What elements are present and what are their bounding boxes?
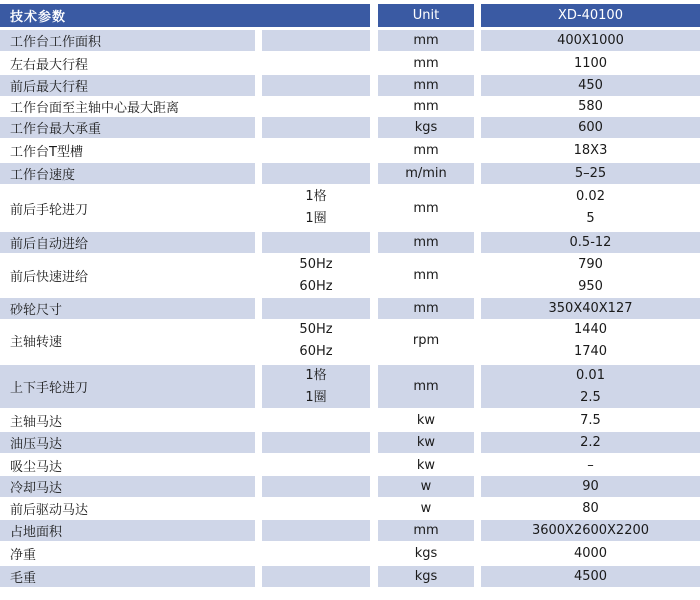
param-name: 净重 [0,543,255,564]
param-condition [262,566,370,587]
value-line: 0.02 [576,189,605,204]
param-value [481,298,700,319]
param-value [481,232,700,253]
value-line: 450 [578,77,603,93]
header-name-cell: 技术参数 [0,4,370,27]
value-line: – [587,457,594,473]
condition-label: 60Hz [299,343,333,359]
table-row [0,75,700,96]
condition-label: 1圈 [305,389,327,405]
table-row [0,232,700,253]
param-value [481,319,700,362]
table-row [0,298,700,319]
param-name: 上下手轮进刀 [0,365,255,408]
param-name: 前后自动进给 [0,232,255,253]
param-condition [262,432,370,453]
param-condition [262,140,370,161]
value-line: 4500 [573,568,608,584]
param-condition [262,410,370,431]
param-unit: kw [378,410,474,431]
table-row [0,498,700,519]
param-name: 前后快速进给 [0,254,255,297]
param-value [481,365,700,408]
value-line: 1740 [573,343,608,359]
param-name: 工作台速度 [0,163,255,184]
table-row [0,410,700,431]
table-row [0,53,700,74]
param-condition [262,319,370,362]
table-row [0,365,700,408]
table-row [0,543,700,564]
param-condition [262,298,370,319]
table-row [0,319,700,362]
value-line: 0.01 [576,367,605,383]
param-unit: mm [378,520,474,541]
value-line: 1100 [573,55,608,71]
param-name: 砂轮尺寸 [0,298,255,319]
table-row [0,432,700,453]
param-name: 主轴转速 [0,319,255,362]
table-row [0,96,700,117]
param-condition [262,498,370,519]
header-model-cell: XD-40100 [481,4,700,27]
param-condition [262,543,370,564]
value-line: 580 [578,98,603,114]
condition-label: 60Hz [299,278,333,294]
param-unit: mm [378,30,474,51]
param-condition [262,365,370,408]
table-row [0,140,700,161]
param-unit: w [378,476,474,497]
condition-label: 50Hz [299,256,333,272]
param-condition [262,455,370,476]
param-condition [262,476,370,497]
table-row [0,520,700,541]
param-condition [262,53,370,74]
table-row [0,566,700,587]
param-value [481,75,700,96]
param-name: 工作台面至主轴中心最大距离 [0,96,255,117]
param-value [481,185,700,231]
param-name: 工作台最大承重 [0,117,255,138]
table-row [0,455,700,476]
param-condition [262,185,370,231]
table-row [0,117,700,138]
param-unit: mm [378,75,474,96]
table-row [0,163,700,184]
param-unit: mm [378,298,474,319]
param-value [481,432,700,453]
param-condition [262,254,370,297]
param-value [481,410,700,431]
param-unit: mm [378,96,474,117]
value-line: 3600X2600X2200 [531,522,650,538]
value-line: 600 [578,119,603,135]
param-name: 占地面积 [0,520,255,541]
param-name: 工作台工作面积 [0,30,255,51]
param-unit: mm [378,365,474,408]
param-unit: mm [378,53,474,74]
param-value [481,254,700,297]
param-value [481,498,700,519]
param-condition [262,30,370,51]
value-line: 80 [582,500,599,516]
value-line: 2.2 [580,434,601,450]
condition-label: 1格 [305,367,327,383]
param-condition [262,75,370,96]
value-line: 400X1000 [557,32,624,48]
value-line: 4000 [573,545,608,561]
value-line: 18X3 [573,142,608,158]
table-row [0,254,700,297]
table-row [0,476,700,497]
param-condition [262,96,370,117]
condition-label: 50Hz [299,321,333,337]
param-condition [262,232,370,253]
param-value [481,117,700,138]
value-line: 350X40X127 [548,300,633,316]
param-unit: m/min [378,163,474,184]
param-name: 工作台T型槽 [0,140,255,161]
param-unit: mm [378,140,474,161]
param-value [481,543,700,564]
param-name: 油压马达 [0,432,255,453]
param-value [481,53,700,74]
param-value [481,520,700,541]
value-line: 790 [578,256,603,272]
param-unit: mm [378,185,474,231]
value-line: 0.5-12 [569,234,612,250]
table-header [0,4,700,27]
header-unit-cell: Unit [378,4,474,27]
param-value [481,455,700,476]
param-unit: kw [378,455,474,476]
param-unit: kgs [378,543,474,564]
param-name: 主轴马达 [0,410,255,431]
param-condition [262,117,370,138]
table-row [0,185,700,231]
param-name: 吸尘马达 [0,455,255,476]
param-name: 前后手轮进刀 [0,185,255,231]
value-line: 5 [586,211,595,226]
value-line: 5–25 [574,165,607,181]
param-name: 左右最大行程 [0,53,255,74]
param-unit: mm [378,254,474,297]
param-unit: kgs [378,566,474,587]
param-name: 前后驱动马达 [0,498,255,519]
param-value [481,30,700,51]
param-unit: mm [378,232,474,253]
param-value [481,96,700,117]
param-condition [262,520,370,541]
table-row [0,30,700,51]
condition-label: 1格 [305,189,327,204]
param-value [481,140,700,161]
value-line: 90 [582,478,599,494]
value-line: 2.5 [580,389,601,405]
condition-label: 1圈 [305,211,327,226]
value-line: 1440 [573,321,608,337]
param-unit: kw [378,432,474,453]
param-value [481,476,700,497]
param-unit: kgs [378,117,474,138]
param-name: 冷却马达 [0,476,255,497]
param-name: 前后最大行程 [0,75,255,96]
value-line: 7.5 [580,412,601,428]
param-unit: rpm [378,319,474,362]
param-value [481,566,700,587]
param-condition [262,163,370,184]
param-value [481,163,700,184]
param-name: 毛重 [0,566,255,587]
value-line: 950 [578,278,603,294]
param-unit: w [378,498,474,519]
